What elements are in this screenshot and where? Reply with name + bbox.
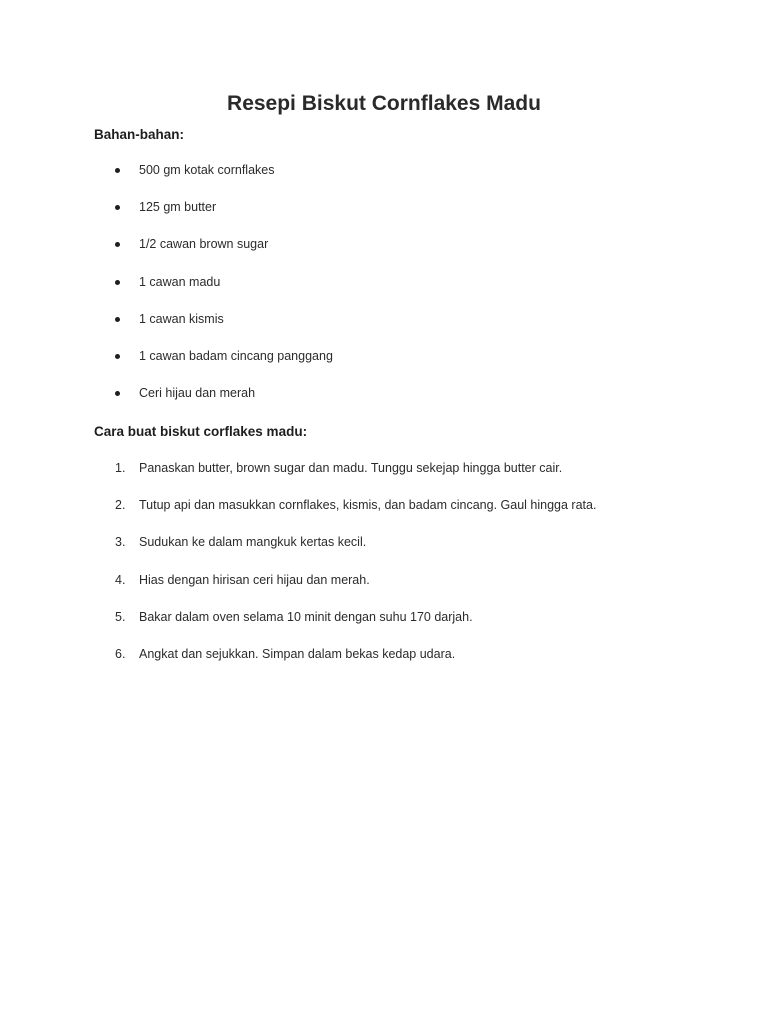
step-text: Angkat dan sejukkan. Simpan dalam bekas kedap udara. — [139, 646, 456, 661]
step-number: 4. — [115, 572, 126, 587]
bullet-icon — [115, 280, 120, 285]
step-number: 1. — [115, 461, 126, 475]
bullet-icon — [115, 205, 120, 210]
steps-heading: Cara buat biskut corflakes madu: — [94, 424, 308, 439]
bullet-icon — [115, 242, 120, 247]
ingredient-text: 1 cawan badam cincang panggang — [139, 348, 333, 363]
step-text: Bakar dalam oven selama 10 minit dengan suhu 170 darjah. — [139, 609, 473, 624]
ingredient-text: 500 gm kotak cornflakes — [139, 163, 275, 177]
page-title: Resepi Biskut Cornflakes Madu — [227, 92, 541, 115]
step-text: Tutup api dan masukkan cornflakes, kismis, dan badam cincang. Gaul hingga rata. — [139, 498, 597, 513]
ingredient-text: Ceri hijau dan merah — [139, 386, 256, 401]
step-number: 5. — [115, 609, 126, 624]
bullet-icon — [115, 168, 120, 173]
ingredient-text: 125 gm butter — [139, 200, 217, 215]
step-number: 6. — [115, 646, 126, 661]
step-number: 2. — [115, 498, 126, 513]
ingredient-text: 1 cawan madu — [139, 274, 221, 289]
ingredients-heading: Bahan-bahan: — [94, 127, 185, 142]
step-number: 3. — [115, 535, 126, 550]
ingredient-text: 1 cawan kismis — [139, 311, 224, 326]
step-text: Panaskan butter, brown sugar dan madu. Tunggu sekejap hingga butter cair. — [139, 461, 563, 475]
ingredient-text: 1/2 cawan brown sugar — [139, 237, 269, 252]
step-text: Sudukan ke dalam mangkuk kertas kecil. — [139, 535, 367, 550]
bullet-icon — [115, 317, 120, 322]
bullet-icon — [115, 354, 120, 359]
step-text: Hias dengan hirisan ceri hijau dan merah. — [139, 572, 370, 587]
bullet-icon — [115, 391, 120, 396]
